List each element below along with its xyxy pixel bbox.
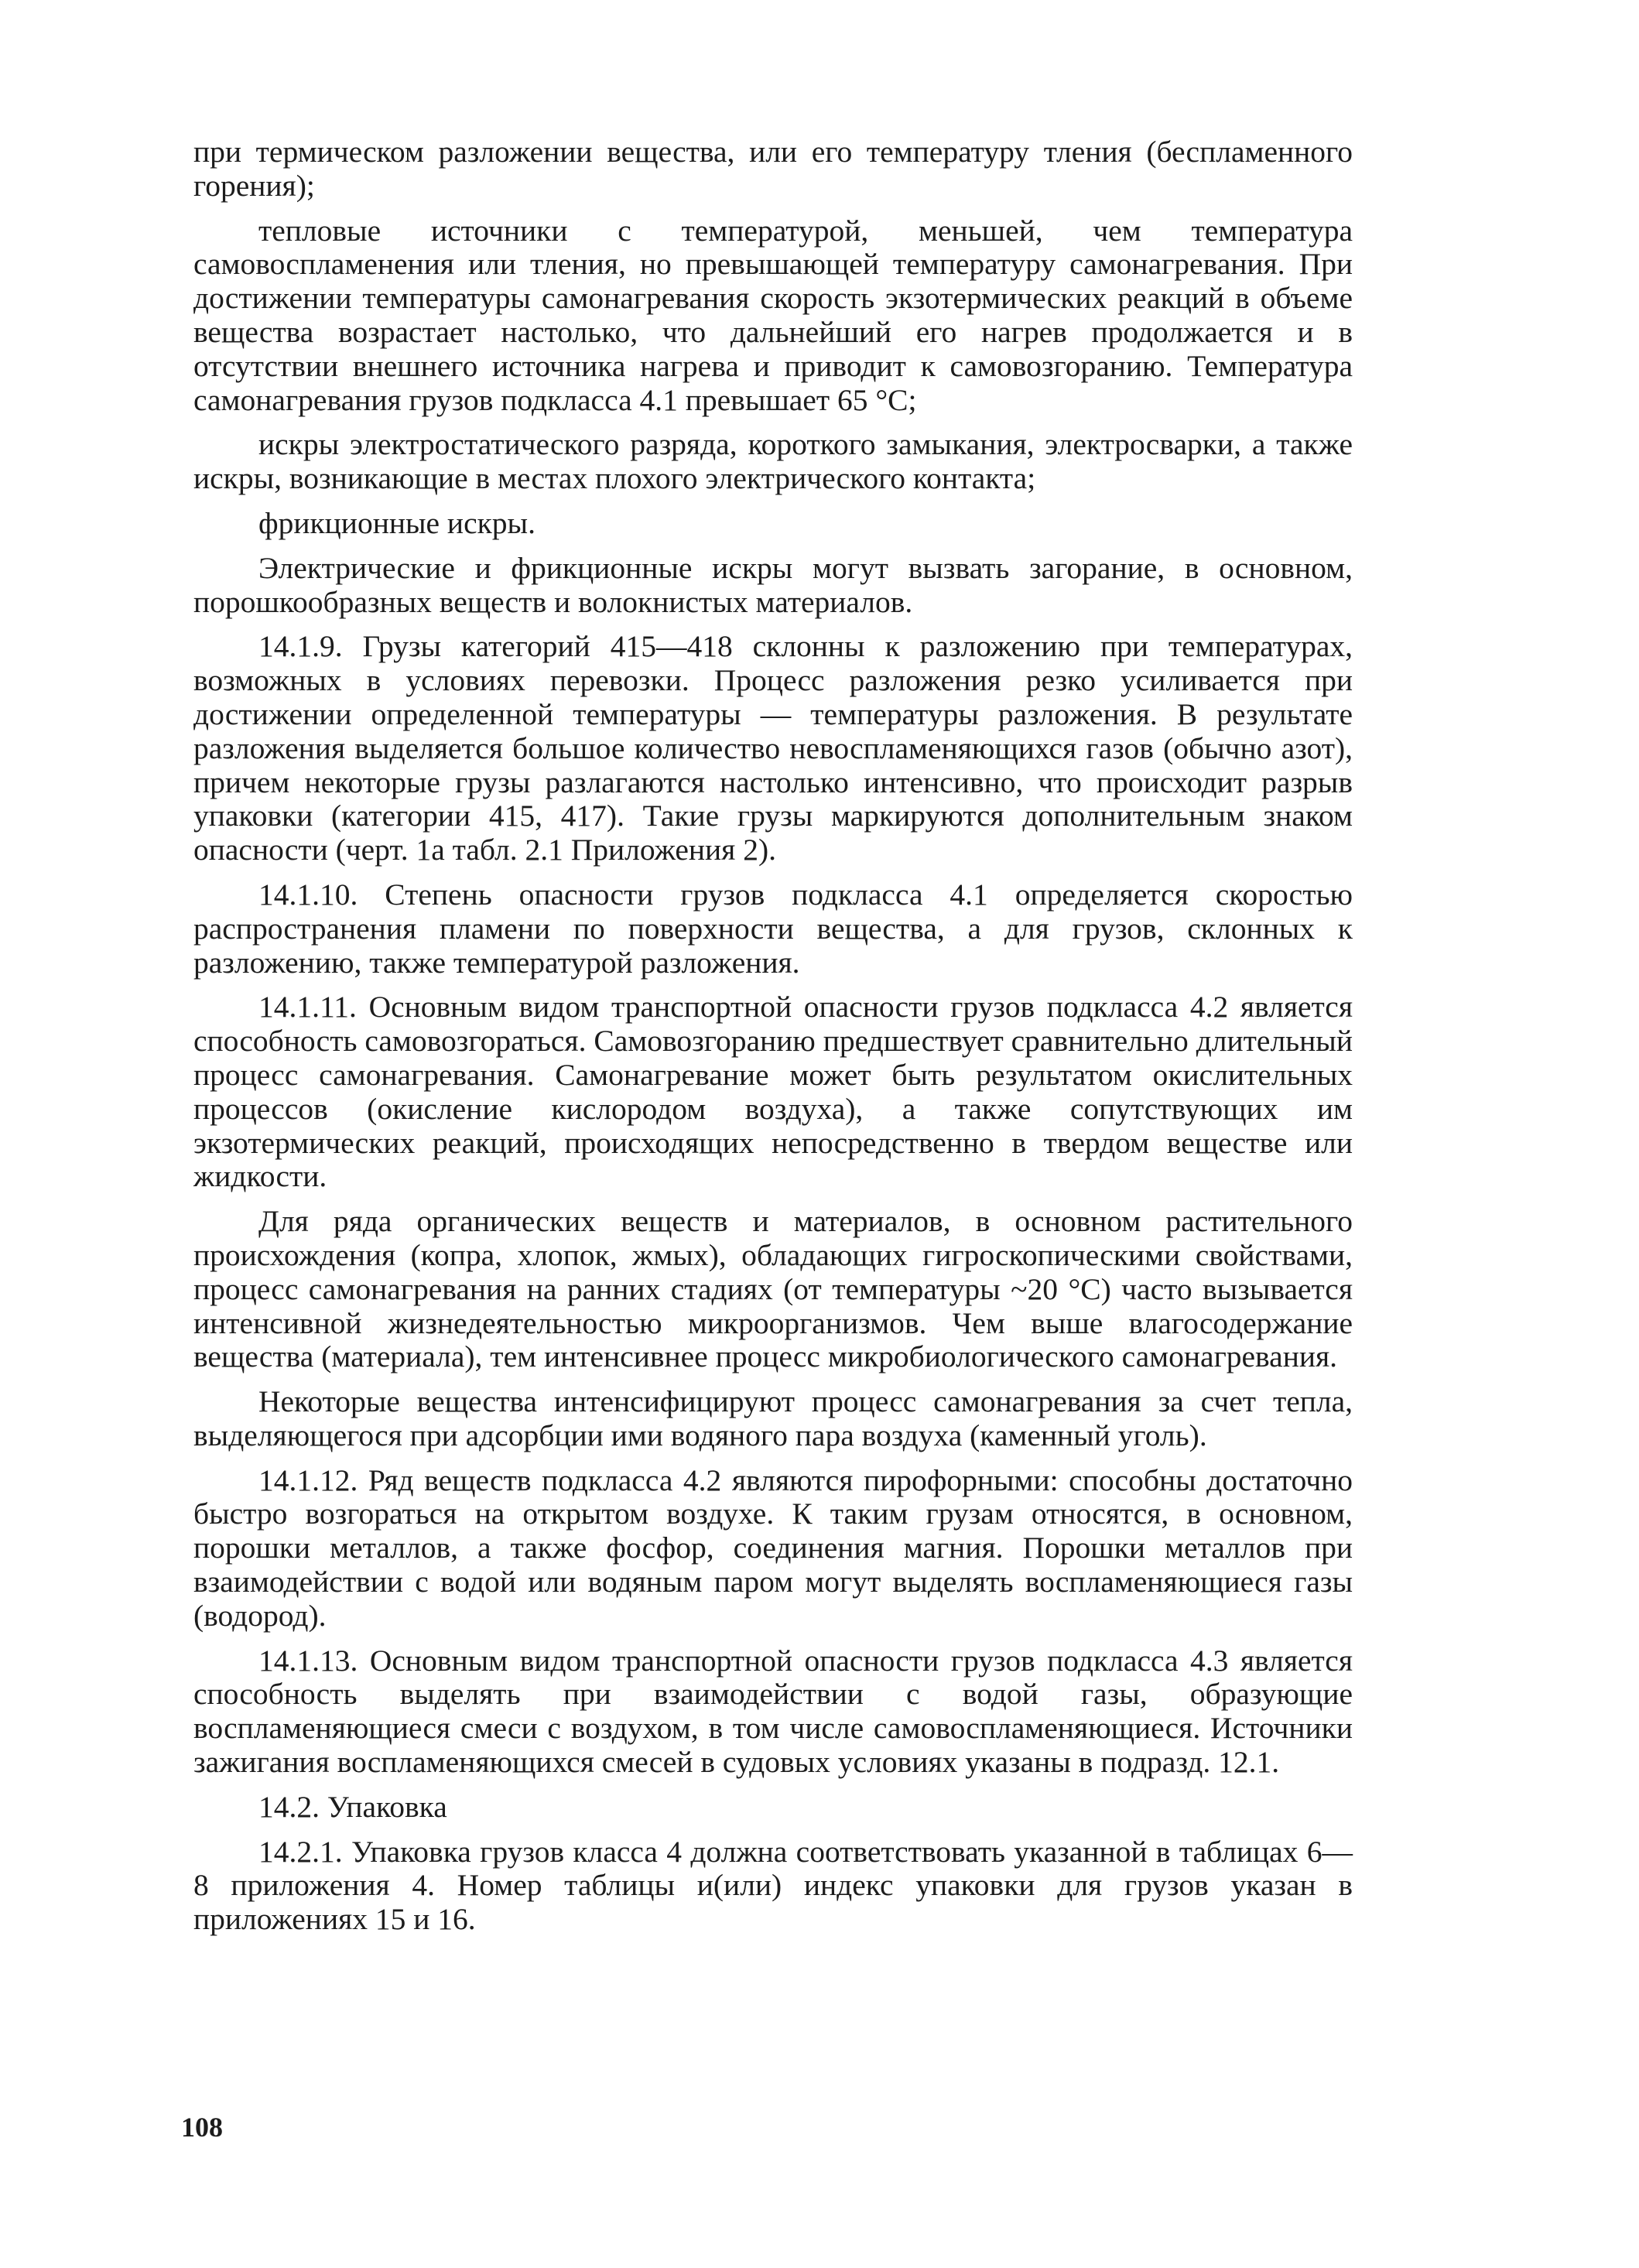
page-number: 108	[181, 2112, 223, 2143]
paragraph-3: искры электростатического разряда, короткого замыкания, электросварки, а также искры, возникающие в местах плохого электрического контакта;	[193, 427, 1353, 496]
paragraph-9: Для ряда органических веществ и материалов, в основном растительного происхождения (копра, хлопок, жмых), обладающих гигроскопическими свойствами, процесс самонагревания на ранних стадиях (от температуры ~20 °С) часто вызывается интенсивной жизнедеятельностью микроорганизмов. Чем выше влагосодержание вещества (материала), тем интенсивнее процесс микробиологического самонагревания.	[193, 1204, 1353, 1374]
paragraph-7: 14.1.10. Степень опасности грузов подкласса 4.1 определяется скоростью распространения пламени по поверхности вещества, а для грузов, склонных к разложению, также температурой разложения.	[193, 877, 1353, 980]
document-body	[193, 135, 1353, 1937]
paragraph-2: тепловые источники с температурой, меньшей, чем температура самовоспламенения или тления, но превышающей температуру самонагревания. При достижении температуры самонагревания скорость экзотермических реакций в объеме вещества возрастает настолько, что дальнейший его нагрев продолжается и в отсутствии внешнего источника нагрева и приводит к самовозгоранию. Температура самонагревания грузов подкласса 4.1 превышает 65 °С;	[193, 213, 1353, 417]
paragraph-8: 14.1.11. Основным видом транспортной опасности грузов подкласса 4.2 является способность самовозгораться. Самовозгоранию предшествует сравнительно длительный процесс самонагревания. Самонагревание может быть результатом окислительных процессов (окисление кислородом воздуха), а также сопутствующих им экзотермических реакций, происходящих непосредственно в твердом веществе или жидкости.	[193, 990, 1353, 1194]
paragraph-6: 14.1.9. Грузы категорий 415—418 склонны к разложению при температурах, возможных в условиях перевозки. Процесс разложения резко усиливается при достижении определенной температуры — температуры разложения. В результате разложения выделяется большое количество невоспламеняющихся газов (обычно азот), причем некоторые грузы разлагаются настолько интенсивно, что происходит разрыв упаковки (категории 415, 417). Такие грузы маркируются дополнительным знаком опасности (черт. 1а табл. 2.1 Приложения 2).	[193, 629, 1353, 867]
paragraph-1: при термическом разложении вещества, или его температуру тления (беспламенного горения);	[193, 135, 1353, 203]
paragraph-4: фрикционные искры.	[258, 505, 535, 540]
paragraph-14: 14.2.1. Упаковка грузов класса 4 должна соответствовать указанной в таблицах 6—8 приложения 4. Номер таблицы и(или) индекс упаковки для грузов указан в приложениях 15 и 16.	[193, 1834, 1353, 1937]
paragraph-12: 14.1.13. Основным видом транспортной опасности грузов подкласса 4.3 является способность выделять при взаимодействии с водой газы, образующие воспламеняющиеся смеси с воздухом, в том числе самовоспламеняющиеся. Источники зажигания воспламеняющихся смесей в судовых условиях указаны в подразд. 12.1.	[193, 1643, 1353, 1780]
paragraph-11: 14.1.12. Ряд веществ подкласса 4.2 являются пирофорными: способны достаточно быстро возгораться на открытом воздухе. К таким грузам относятся, в основном, порошки металлов, а также фосфор, соединения магния. Порошки металлов при взаимодействии с водой или водяным паром могут выделять воспламеняющиеся газы (водород).	[193, 1462, 1353, 1633]
paragraph-10: Некоторые вещества интенсифицируют процесс самонагревания за счет тепла, выделяющегося при адсорбции ими водяного пара воздуха (каменный уголь).	[193, 1384, 1353, 1452]
paragraph-5: Электрические и фрикционные искры могут вызвать загорание, в основном, порошкообразных веществ и волокнистых материалов.	[193, 550, 1353, 619]
section-heading: 14.2. Упаковка	[258, 1789, 447, 1824]
